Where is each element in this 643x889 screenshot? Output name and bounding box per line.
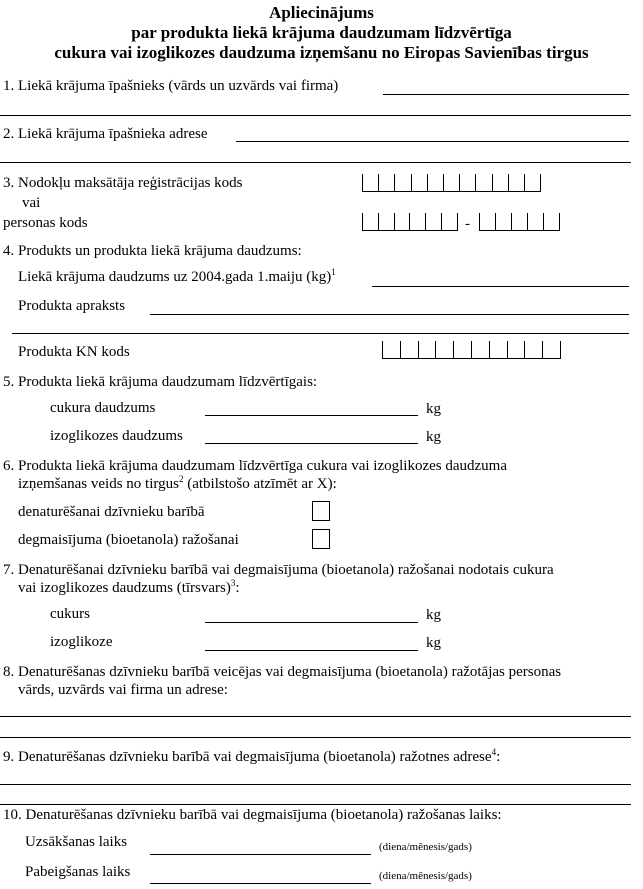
iso-qty-field[interactable] bbox=[205, 443, 418, 444]
form-title: Apliecinājums bbox=[269, 3, 374, 22]
form-subtitle-1: par produkta liekā krājuma daudzumam līdzvērtīga bbox=[131, 23, 512, 42]
facility-address-label: 9. Denaturēšanas dzīvnieku barībā vai degmaisījuma (bioetanola) ražotnes adrese$^4$: bbox=[3, 747, 501, 765]
personal-code-label: personas kods bbox=[3, 215, 88, 231]
owner-field[interactable] bbox=[383, 94, 629, 95]
owner-address-field-line2[interactable] bbox=[0, 162, 631, 163]
facility-address-field[interactable] bbox=[0, 784, 631, 785]
end-time-format: (diena/mēnesis/gads) bbox=[379, 870, 472, 882]
option-feed-checkbox[interactable] bbox=[312, 501, 330, 521]
product-desc-field-line2[interactable] bbox=[12, 333, 629, 334]
facility-address-field-line2[interactable] bbox=[0, 804, 631, 805]
iso-qty-label: izoglikozes daudzums bbox=[50, 428, 183, 444]
personal-code-dash: - bbox=[465, 216, 470, 232]
sugar-qty-label: cukura daudzums bbox=[50, 400, 156, 416]
processor-label: 8. Denaturēšanas dzīvnieku barībā veicējas vai degmaisījuma (bioetanola) ražotājas personas bbox=[3, 664, 562, 680]
iso-label: izoglikoze bbox=[50, 634, 113, 650]
product-desc-field[interactable] bbox=[150, 314, 629, 315]
iso-unit: kg bbox=[426, 635, 441, 651]
owner-address-label: 2. Liekā krājuma īpašnieka adrese bbox=[3, 126, 208, 142]
product-section-label: 4. Produkts un produkta liekā krājuma daudzums: bbox=[3, 243, 302, 259]
production-time-label: 10. Denaturēšanas dzīvnieku barībā vai degmaisījuma (bioetanola) ražošanas laiks: bbox=[3, 807, 502, 823]
option-bioethanol-label: degmaisījuma (bioetanola) ražošanai bbox=[18, 532, 239, 548]
processor-label-2: vārds, uzvārds vai firma un adrese: bbox=[18, 682, 228, 698]
tax-code-label: 3. Nodokļu maksātāja reģistrācijas kods bbox=[3, 175, 243, 191]
tax-code-cells[interactable] bbox=[362, 174, 541, 192]
transferred-qty-label-2: vai izoglikozes daudzums (tīrsvars)$^3$: bbox=[18, 578, 240, 596]
start-time-label: Uzsākšanas laiks bbox=[25, 834, 128, 850]
owner-address-field[interactable] bbox=[236, 141, 629, 142]
sugar-qty-unit: kg bbox=[426, 401, 441, 417]
sugar-field[interactable] bbox=[205, 622, 418, 623]
kn-code-label: Produkta KN kods bbox=[18, 344, 130, 360]
option-feed-label: denaturēšanai dzīvnieku barībā bbox=[18, 504, 205, 520]
sugar-qty-field[interactable] bbox=[205, 415, 418, 416]
or-label: vai bbox=[22, 195, 41, 211]
transferred-qty-label: 7. Denaturēšanai dzīvnieku barībā vai degmaisījuma (bioetanola) ražošanai nodotais cukura bbox=[3, 562, 554, 578]
kn-code-cells[interactable] bbox=[382, 341, 561, 359]
form-subtitle-2: cukura vai izoglikozes daudzuma izņemšanu no Eiropas Savienības tirgus bbox=[54, 43, 589, 62]
stock-qty-field[interactable] bbox=[372, 286, 629, 287]
stock-qty-label: Liekā krājuma daudzums uz 2004.gada 1.maiju (kg)$^1$ bbox=[18, 267, 336, 285]
removal-method-label-2: izņemšanas veids no tirgus$^2$ (atbilstošo atzīmēt ar X): bbox=[18, 474, 337, 492]
processor-field-line2[interactable] bbox=[0, 737, 631, 738]
sugar-unit: kg bbox=[426, 607, 441, 623]
start-time-field[interactable] bbox=[150, 854, 371, 855]
product-desc-label: Produkta apraksts bbox=[18, 298, 126, 314]
end-time-field[interactable] bbox=[150, 883, 371, 884]
start-time-format: (diena/mēnesis/gads) bbox=[379, 841, 472, 853]
equivalent-label: 5. Produkta liekā krājuma daudzumam līdzvērtīgais: bbox=[3, 374, 318, 390]
owner-label: 1. Liekā krājuma īpašnieks (vārds un uzvārds vai firma) bbox=[3, 78, 339, 94]
personal-code-cells-2[interactable] bbox=[479, 213, 560, 231]
end-time-label: Pabeigšanas laiks bbox=[25, 864, 131, 880]
option-bioethanol-checkbox[interactable] bbox=[312, 529, 330, 549]
processor-field[interactable] bbox=[0, 716, 631, 717]
iso-field[interactable] bbox=[205, 650, 418, 651]
sugar-label: cukurs bbox=[50, 606, 90, 622]
iso-qty-unit: kg bbox=[426, 429, 441, 445]
removal-method-label: 6. Produkta liekā krājuma daudzumam līdzvērtīga cukura vai izoglikozes daudzuma bbox=[3, 458, 507, 474]
owner-field-line2[interactable] bbox=[0, 115, 631, 116]
personal-code-cells-1[interactable] bbox=[362, 213, 458, 231]
